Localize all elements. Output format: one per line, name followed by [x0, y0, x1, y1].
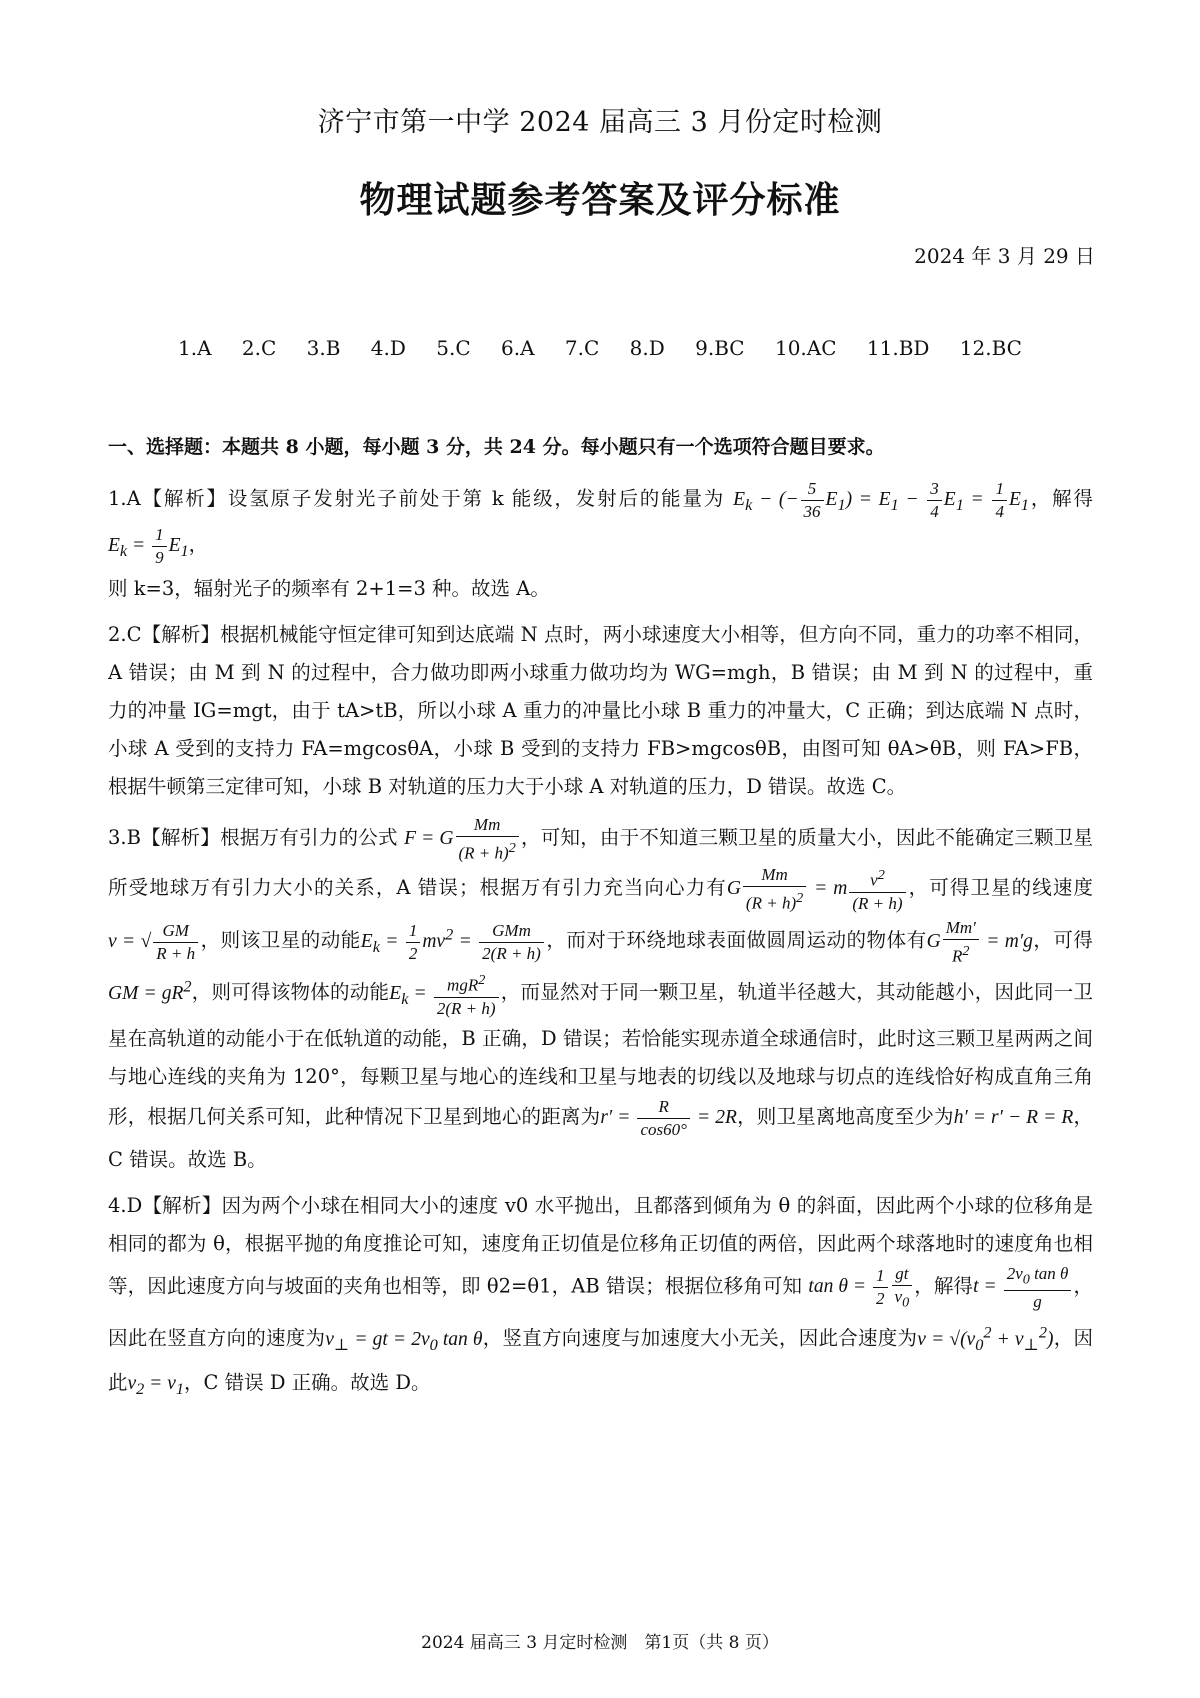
q1-formula-2: $E_k$ = $\frac{1}{9}$ $E_1$ — [108, 524, 189, 567]
solution-q4 — [108, 1187, 1093, 1408]
answer-item: 12.BC — [959, 336, 1022, 360]
q2-text: 2.C【解析】根据机械能守恒定律可知到达底端 N 点时，两小球速度大小相等，但方向不同，重力的功率不相同，A 错误；由 M 到 N 的过程中，合力做功即两小球重力做功均为 WG=mgh，B 错误；由 M 到 N 的过程中，重力的冲量 IG=mgt，由于 tA>tB，所以小球 A 重力的冲量比小球 B 重力的冲量大，C 正确；到达底端 N 点时，小球 A 受到的支持力 FA=mgcosθA，小球 B 受到的支持力 FB>mgcosθB，由图可知 θA>θB，则 FA>FB，根据牛顿第三定律可知，小球 B 对轨道的压力大于小球 A 对轨道的压力，D 错误。故选 C。 — [108, 622, 1093, 798]
q3-formula-height: h′ = r′ − R = R — [953, 1106, 1074, 1128]
q4-formula-tan: tan θ = $\frac{1}{2}$ $\frac{gt}{v_0}$ — [808, 1276, 914, 1297]
q3-formula-kinetic-2: $E_k$ = $\frac{mgR^2}{2(R + h)}$ — [389, 983, 500, 1004]
answer-item: 9.BC — [695, 336, 745, 360]
q4-formula-resultant: $v = √(v_0^2 + v_\perp^2)$ — [917, 1323, 1054, 1354]
q3-part7: ，则可得该物体的动能 — [191, 980, 390, 1004]
answer-item: 5.C — [436, 336, 471, 360]
q3-formula-gm: GM = $gR^2$ — [108, 977, 192, 1004]
q4-formula-equal: $v_2 = v_1$ — [127, 1372, 184, 1398]
solution-q3 — [108, 814, 1093, 1179]
q4-part6: ，C 错误 D 正确。故选 D。 — [184, 1370, 431, 1394]
answer-item: 8.D — [629, 336, 665, 360]
page-footer: 2024 届高三 3 月定时检测 第1页（共 8 页） — [421, 1633, 779, 1653]
q4-part5: ，因此 — [108, 1326, 1093, 1394]
q1-line2: 则 k=3，辐射光子的频率有 2+1=3 种。故选 A。 — [108, 576, 550, 600]
q3-part10: ，C 错误。故选 B。 — [108, 1104, 1093, 1171]
answer-item: 1.A — [178, 336, 212, 360]
answer-key — [0, 336, 1200, 360]
q3-part3: ，可得卫星的线速度 — [907, 876, 1093, 900]
q4-formula-time: t = $\frac{2v_0 \tan \theta}{g}$ — [973, 1276, 1073, 1297]
answer-item: 7.C — [564, 336, 600, 360]
q3-part5: ，而对于环绕地球表面做圆周运动的物体有 — [545, 928, 927, 952]
q4-part2: ，解得 — [914, 1274, 974, 1298]
q1-formula-1: $E_k$ − (− $\frac{5}{36}$ $E_1) = E_1$ − $\frac{3}{4}$ $E_1$ = $\frac{1}{4}$ $E_1$ — [733, 479, 1029, 521]
q3-formula-kinetic: $E_k$ = $\frac{1}{2}$ $mv^2$ = $\frac{\text{GMm}}{2(R + h)}$ — [361, 931, 546, 952]
answer-item: 6.A — [501, 336, 535, 360]
q3-part6: ，可得 — [1032, 928, 1093, 952]
q3-formula-centripetal: G $\frac{Mm}{(R + h)^2}$ = m $\frac{v^2}{(R + h)}$ — [727, 878, 908, 899]
q4-part4: ，竖直方向速度与加速度大小无关，因此合速度为 — [482, 1326, 918, 1350]
q3-part9: ，则卫星离地高度至少为 — [736, 1104, 954, 1128]
answer-item: 4.D — [370, 336, 406, 360]
solutions — [108, 478, 1093, 1415]
q3-part2: ，可知，由于不知道三颗卫星的质量大小，因此不能确定三颗卫星所受地球万有引力大小的关系，A 错误；根据万有引力充当向心力有 — [108, 825, 1093, 900]
answer-item: 2.C — [241, 336, 277, 360]
exam-title: 济宁市第一中学 2024 届高三 3 月份定时检测 — [317, 107, 883, 138]
document-date: 2024 年 3 月 29 日 — [914, 244, 1095, 268]
q3-formula-velocity: v = √ $\frac{GM}{R + h}$ — [108, 931, 200, 952]
q1-mid: ，解得 — [1028, 486, 1093, 510]
solution-q2 — [108, 616, 1093, 806]
q3-part1: 3.B【解析】根据万有引力的公式 — [108, 825, 398, 849]
answer-item: 11.BD — [866, 336, 930, 360]
q4-formula-vertical: $v_\perp$ = gt = $2v_0$ tan θ — [325, 1328, 483, 1354]
q1-lead: 1.A【解析】设氢原子发射光子前处于第 k 能级，发射后的能量为 — [108, 486, 726, 510]
section-heading: 一、选择题：本题共 8 小题，每小题 3 分，共 24 分。每小题只有一个选项符合题目要求。 — [108, 436, 885, 458]
q4-part1: 4.D【解析】因为两个小球在相同大小的速度 v0 水平抛出，且都落到倾角为 θ 的斜面，因此两个小球的位移角是相同的都为 θ，根据平抛的角度推论可知，速度角正切值是位移角正切值的两倍，因此两个球落地时的速度角也相等，因此速度方向与坡面的夹角也相等，即 θ2=θ1，AB 错误；根据位移角可知 — [108, 1193, 1093, 1298]
answer-item: 3.B — [306, 336, 341, 360]
q3-formula-gravity: F = G $\frac{Mm}{(R + h)^2}$ — [404, 828, 521, 849]
document-title: 物理试题参考答案及评分标准 — [359, 179, 841, 221]
q4-part3: ，因此在竖直方向的速度为 — [108, 1274, 1094, 1350]
answer-item: 10.AC — [774, 336, 837, 360]
q3-formula-distance: r′ = $\frac{R}{\cos 60^\circ}$ = 2R — [600, 1096, 737, 1139]
q3-formula-surface: G $\frac{Mm'}{R^2}$ = m′g — [926, 917, 1033, 966]
solution-q1: 1.A【解析】设氢原子发射光子前处于第 k 能级，发射后的能量为 $E_k$ − (− $\frac{5}{36}$ $E_1) = E_1$ − $\frac{3}{4}$ $E_1$ = $\frac{1}{4}$ $E_1$，解得$E_k$ = $\frac{1}{9}$ $E_1$， 则 k=3，辐射光子的频率有 2+1=3 种。故选 A。 — [108, 478, 1093, 608]
q3-part8: ，而显然对于同一颗卫星，轨道半径越大，其动能越小，因此同一卫星在高轨道的动能小于在低轨道的动能，B 正确，D 错误；若恰能实现赤道全球通信时，此时这三颗卫星两两之间与地心连线的夹角为 120°，每颗卫星与地心的连线和卫星与地表的切线以及地球与切点的连线恰好构成直角三角形，根据几何关系可知，此种情况下卫星到地心的距离为 — [108, 980, 1093, 1128]
q3-part4: ，则该卫星的动能 — [200, 928, 361, 952]
